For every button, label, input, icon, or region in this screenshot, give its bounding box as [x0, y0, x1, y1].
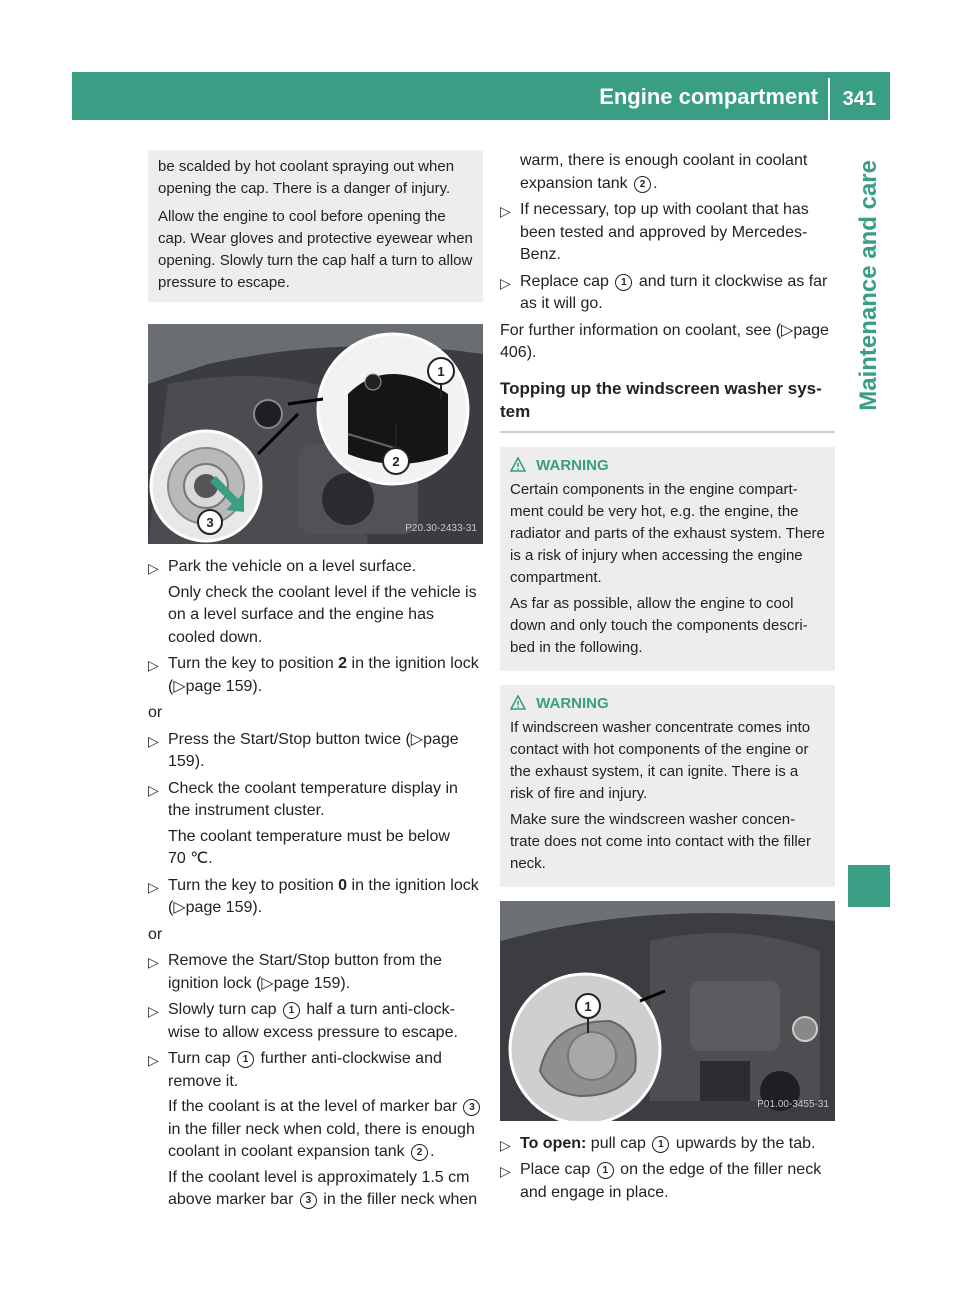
image-reference: P20.30-2433-31: [405, 522, 477, 534]
text-part: warm, there is enough coolant in coolant expansion tank: [520, 152, 808, 192]
image-reference: P01.00-3455-31: [757, 1099, 829, 1110]
instruction-step: [148, 950, 483, 995]
or-label: or: [148, 925, 163, 943]
key-position: 0: [338, 876, 348, 894]
header-divider: [828, 78, 830, 122]
right-column: [500, 150, 835, 1208]
svg-text:1: 1: [437, 364, 445, 379]
key-position: 2: [338, 655, 348, 672]
text-part: Turn the key to position: [168, 655, 339, 672]
warning-box: [500, 447, 835, 671]
page-reference-link[interactable]: page 406).: [500, 321, 829, 361]
text-part: in the ignition lock (: [168, 655, 479, 695]
side-chapter-tab: [848, 130, 890, 830]
text-part: Slowly turn cap: [168, 1001, 281, 1018]
step-arrow-icon: ▷: [148, 560, 159, 576]
marker-1: 1: [597, 1162, 614, 1179]
step-text: [168, 950, 483, 995]
warning-text: be scalded by hot coolant spraying out when opening the cap. There is a danger of injury.: [158, 158, 455, 197]
further-info: [500, 320, 835, 365]
step-arrow-icon: ▷: [148, 878, 159, 895]
step-text: [168, 1048, 483, 1093]
step-arrow-icon: ▷: [148, 1052, 159, 1068]
step-note: [168, 1096, 483, 1164]
page-ref-arrow-icon: ▷: [261, 974, 274, 992]
instruction-step: [148, 1048, 483, 1212]
step-text: [168, 729, 483, 774]
warning-box: [500, 685, 835, 887]
text-part: Turn cap: [168, 1050, 235, 1067]
marker-1: 1: [652, 1136, 669, 1153]
warning-triangle-icon: [510, 695, 526, 711]
page-reference-link[interactable]: page 159).: [185, 677, 263, 695]
section-heading: Topping up the windscreen washer sys-tem: [500, 377, 835, 433]
warning-header: [510, 455, 825, 477]
warning-continuation-box: [148, 150, 483, 302]
text-part: pull cap: [586, 1134, 651, 1152]
left-column: [148, 150, 483, 1216]
step-note: The coolant temperature must be below: [168, 827, 450, 845]
step-arrow-icon: ▷: [148, 732, 159, 749]
marker-1: 1: [237, 1051, 254, 1068]
instruction-step: [148, 875, 483, 920]
page-ref-arrow-icon: ▷: [781, 321, 794, 339]
page-ref-arrow-icon: ▷: [173, 899, 186, 916]
step-arrow-icon: ▷: [148, 657, 159, 673]
step-label: To open:: [520, 1134, 587, 1152]
marker-3: 3: [300, 1192, 317, 1209]
text-part: Place cap: [520, 1161, 595, 1178]
page-number: 341: [842, 88, 876, 110]
coolant-tank-photo: [148, 324, 483, 544]
warning-title: WARNING: [536, 694, 609, 712]
warning-header: [510, 693, 825, 715]
step-continuation: [500, 150, 835, 195]
step-note: [168, 1167, 483, 1212]
warning-title: WARNING: [536, 456, 609, 474]
text-part: Turn the key to position: [168, 876, 339, 894]
text-part: and turn it clockwise as far as it will go.: [520, 272, 828, 312]
warning-text: As far as possible, allow the engine to cool down and only touch the components descri-bed in the following.: [510, 594, 808, 656]
text-part: in the filler neck when: [318, 1191, 478, 1208]
step-text: [520, 271, 835, 316]
svg-text:2: 2: [392, 454, 400, 469]
page-reference-link[interactable]: page 159).: [273, 974, 351, 992]
page-title: Engine compartment: [599, 84, 818, 109]
text-part: For further information on coolant, see (: [500, 321, 782, 339]
step-note: Only check the coolant level if the vehicle is on a level surface and the engine has cooled down.: [168, 583, 477, 646]
instruction-step: [148, 556, 483, 649]
step-text: [168, 875, 483, 920]
step-text: Check the coolant temperature display in the instrument cluster.: [168, 779, 458, 819]
page-reference-link[interactable]: page 159).: [168, 730, 459, 770]
engine-illustration: [148, 324, 483, 544]
instruction-step: [148, 778, 483, 871]
page-ref-arrow-icon: ▷: [173, 677, 186, 695]
instruction-step: [500, 199, 835, 267]
step-text: [520, 1159, 835, 1204]
instruction-step: [148, 729, 483, 774]
step-text: [520, 1133, 835, 1156]
text-part: in the ignition lock (: [168, 876, 479, 916]
svg-text:1: 1: [584, 998, 592, 1014]
marker-1: 1: [283, 1002, 300, 1019]
text-part: further anti-clockwise and remove it.: [168, 1050, 442, 1090]
step-text: Park the vehicle on a level surface.: [168, 558, 417, 575]
svg-text:3: 3: [206, 515, 214, 530]
header-bar: [72, 72, 890, 120]
marker-2: 2: [411, 1144, 428, 1161]
step-arrow-icon: ▷: [148, 1003, 159, 1019]
warning-text: Make sure the windscreen washer concen-trate does not come into contact with the filler neck.: [510, 810, 811, 872]
text-part: Remove the Start/Stop button from the ignition lock (: [168, 952, 442, 992]
text-part: .: [653, 174, 658, 192]
text-part: upwards by the tab.: [671, 1134, 816, 1152]
engine-illustration: [500, 901, 835, 1121]
side-tab-square: [848, 865, 890, 907]
text-part: half a turn anti-clock-wise to allow excess pressure to escape.: [168, 1001, 458, 1041]
text-part: If the coolant is at the level of marker bar: [168, 1098, 462, 1115]
step-note: 70 ℃.: [168, 850, 213, 867]
text-part: If the coolant level is approximately 1.5 cm above marker bar: [168, 1168, 470, 1208]
page-ref-arrow-icon: ▷: [410, 730, 424, 748]
step-arrow-icon: ▷: [148, 954, 159, 970]
instruction-step: [500, 1159, 835, 1204]
step-arrow-icon: ▷: [500, 1136, 511, 1153]
text-part: Press the Start/Stop button twice (: [168, 730, 411, 748]
instruction-step: [500, 271, 835, 316]
step-arrow-icon: ▷: [500, 1163, 511, 1179]
text-part: on the edge of the filler neck and engage in place.: [520, 1161, 822, 1201]
step-text: [168, 999, 483, 1044]
page-reference-link[interactable]: page 159).: [185, 899, 263, 916]
text-part: Replace cap: [520, 272, 614, 290]
or-label: or: [148, 704, 163, 721]
warning-triangle-icon: [510, 457, 526, 473]
marker-1: 1: [615, 274, 632, 291]
step-text: [168, 653, 483, 698]
warning-text: Certain components in the engine compart-ment could be very hot, e.g. the engine, the radiator and parts of the exhaust system. There is a risk of injury when accessing the engine compartment.: [510, 480, 825, 586]
step-arrow-icon: ▷: [148, 781, 159, 798]
text-part: in the filler neck when cold, there is enough coolant in coolant expansion tank: [168, 1120, 475, 1160]
step-arrow-icon: ▷: [500, 274, 511, 291]
text-part: .: [430, 1143, 435, 1160]
warning-text: Allow the engine to cool before opening the cap. Wear gloves and protective eyewear when opening. Slowly turn the cap half a turn to allow pressure to escape.: [158, 208, 473, 291]
step-arrow-icon: ▷: [500, 203, 511, 219]
side-chapter-label: Maintenance and care: [855, 160, 882, 411]
instruction-step: [148, 999, 483, 1044]
instruction-step: [148, 653, 483, 698]
step-text: If necessary, top up with coolant that has been tested and approved by Mercedes-Benz.: [520, 201, 809, 263]
washer-fluid-photo: [500, 901, 835, 1121]
marker-2: 2: [634, 176, 651, 193]
warning-text: If windscreen washer concentrate comes into contact with hot components of the engine or the exhaust system, it can ignite. There is a risk of fire and injury.: [510, 718, 811, 802]
instruction-step: [500, 1133, 835, 1156]
marker-3: 3: [463, 1099, 480, 1116]
